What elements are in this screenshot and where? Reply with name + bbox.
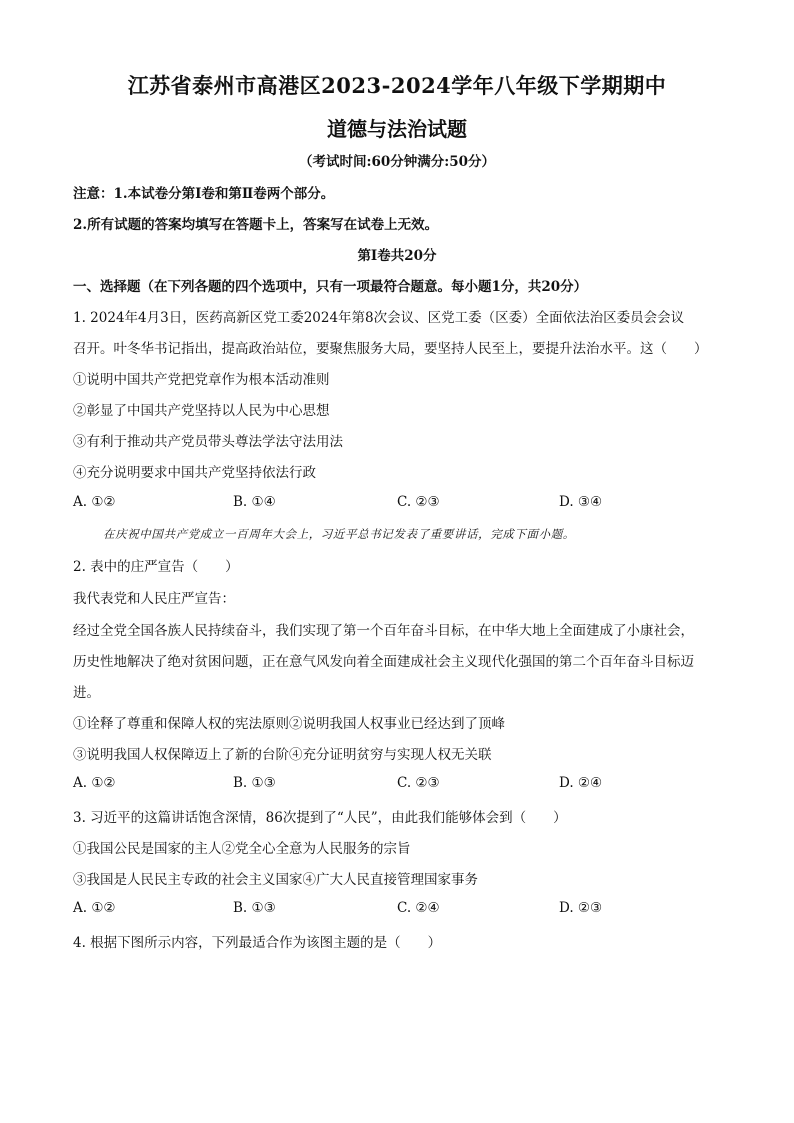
q2-quote-line3: 进。 [73,685,100,701]
q1-option-d: D. ③④ [559,494,603,510]
q2-option-c: C. ②③ [397,775,440,791]
section-title: 第Ⅰ卷共20分 [357,248,437,264]
q1-statement-2: ②彰显了中国共产党坚持以人民为中心思想 [73,403,330,419]
q2-statements-3-4: ③说明我国人权保障迈上了新的台阶④充分证明贫穷与实现人权无关联 [73,747,492,763]
q2-statements-1-2: ①诠释了尊重和保障人权的宪法原则②说明我国人权事业已经达到了顶峰 [73,716,505,732]
q1-stem-line2: 召开。叶冬华书记指出，提高政治站位，要聚焦服务大局，要坚持人民至上，要提升法治水平。这（ ） [73,341,708,357]
q3-option-a: A. ①② [73,900,116,916]
q1-option-c: C. ②③ [397,494,440,510]
exam-title: 江苏省泰州市高港区2023-2024学年八年级下学期期中 [127,73,667,98]
q1-statement-4: ④充分说明要求中国共产党坚持依法行政 [73,465,316,481]
note-1: 注意：1.本试卷分第Ⅰ卷和第Ⅱ卷两个部分。 [73,186,335,202]
q3-option-d: D. ②③ [559,900,603,916]
part-title: 一、选择题（在下列各题的四个选项中，只有一项最符合题意。每小题1分，共20分） [73,279,588,295]
q1-stem-line1: 1. 2024年4月3日，医药高新区党工委2024年第8次会议、区党工委（区委）全面依法治区委员会会议 [73,310,685,326]
q2-quote-line2: 历史性地解决了绝对贫困问题，正在意气风发向着全面建成社会主义现代化强国的第二个百年奋斗目标迈 [73,654,694,670]
note-2: 2.所有试题的答案均填写在答题卡上，答案写在试卷上无效。 [73,217,439,233]
q2-stem: 2. 表中的庄严宣告（ ） [73,559,239,575]
q1-statement-1: ①说明中国共产党把党章作为根本活动准则 [73,372,330,388]
q2-quote-line1: 经过全党全国各族人民持续奋斗，我们实现了第一个百年奋斗目标，在中华大地上全面建成了小康社会， [73,623,694,639]
exam-subject: 道德与法治试题 [327,117,467,141]
q1-statement-3: ③有利于推动共产党员带头尊法学法守法用法 [73,434,343,450]
q1-option-a: A. ①② [73,494,116,510]
q3-option-c: C. ②④ [397,900,440,916]
q2-option-a: A. ①② [73,775,116,791]
q3-option-b: B. ①③ [233,900,276,916]
q2-quote-head: 我代表党和人民庄严宣告： [73,591,235,607]
q3-stem: 3. 习近平的这篇讲话饱含深情，86次提到了“人民”，由此我们能够体会到（ ） [73,810,567,826]
q1-option-b: B. ①④ [233,494,276,510]
q4-stem: 4. 根据下图所示内容，下列最适合作为该图主题的是（ ） [73,935,442,951]
context-note: 在庆祝中国共产党成立一百周年大会上，习近平总书记发表了重要讲话，完成下面小题。 [103,527,575,541]
q3-statements-1-2: ①我国公民是国家的主人②党全心全意为人民服务的宗旨 [73,841,411,857]
q3-statements-3-4: ③我国是人民民主专政的社会主义国家④广大人民直接管理国家事务 [73,872,478,888]
exam-info: （考试时间:60分钟满分:50分） [298,154,496,170]
q2-option-d: D. ②④ [559,775,603,791]
q2-option-b: B. ①③ [233,775,276,791]
